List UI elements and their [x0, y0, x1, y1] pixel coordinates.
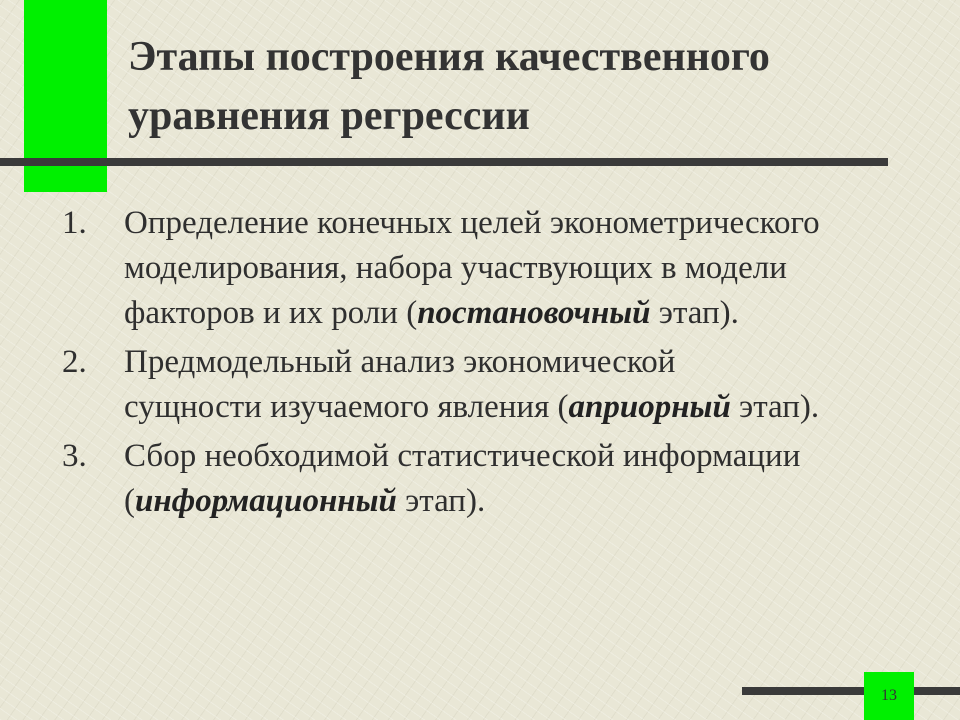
list-item-line — [124, 385, 932, 430]
slide-title-line-2: уравнения регрессии — [128, 93, 530, 139]
text-run: этап). — [730, 389, 820, 425]
list-item-text — [124, 434, 932, 524]
text-run: сущности изучаемого явления ( — [124, 389, 569, 425]
list-item-line: Определение конечных целей эконометрического — [124, 205, 820, 241]
list-item-line: моделирования, набора участвующих в модели — [124, 250, 787, 286]
text-run: этап). — [650, 295, 739, 331]
list-item-line: Предмодельный анализ экономической — [124, 344, 676, 380]
slide-title-line-1: Этапы построения качественного — [128, 34, 770, 80]
text-run: этап). — [396, 483, 486, 519]
list-item-line — [124, 479, 932, 524]
page-number: 13 — [864, 672, 914, 720]
slide-title — [128, 28, 928, 146]
list-item-3 — [62, 434, 932, 524]
list-item-text — [124, 201, 932, 336]
title-divider — [0, 158, 888, 166]
list-item-1 — [62, 201, 932, 336]
list-item-number: 2. — [62, 344, 87, 380]
list-item-line — [124, 291, 932, 336]
stage-name-emphasis: информационный — [135, 483, 397, 519]
list-item-number: 3. — [62, 438, 87, 474]
text-run: ( — [124, 483, 135, 519]
list-item-text — [124, 340, 932, 430]
stage-name-emphasis: постановочный — [417, 295, 651, 331]
footer-divider — [742, 687, 960, 695]
stages-list — [62, 201, 932, 528]
list-item-2 — [62, 340, 932, 430]
list-item-number: 1. — [62, 205, 87, 241]
text-run: факторов и их роли ( — [124, 295, 418, 331]
list-item-line: Сбор необходимой статистической информации — [124, 438, 801, 474]
stage-name-emphasis: априорный — [568, 389, 731, 425]
